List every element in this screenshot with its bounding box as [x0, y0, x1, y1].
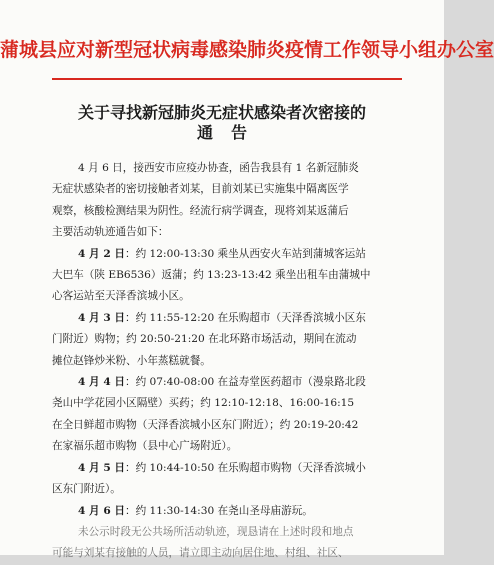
itinerary-text: ：约 12:00-13:30 乘坐从西安火车站到蒲城客运站	[125, 247, 366, 260]
closing-paragraph-line: 可能与刘某有接触的人员，请立即主动向居住地、村组、社区、	[52, 547, 349, 560]
itinerary-date: 4 月 5 日	[78, 461, 125, 474]
itinerary-date: 4 月 3 日	[78, 311, 125, 324]
itinerary-date: 4 月 2 日	[78, 247, 125, 260]
itinerary-entry-line	[52, 501, 412, 522]
itinerary-text: ：约 11:30-14:30 在尧山圣母庙游玩。	[125, 504, 313, 517]
itinerary-entry-line	[52, 308, 412, 329]
itinerary-text-line: 门附近）购物；约 20:50-21:20 在北环路市场活动，期间在流动	[52, 333, 357, 346]
body-paragraph-line: 4 月 6 日，接西安市应疫办协查，函告我县有 1 名新冠肺炎	[78, 162, 359, 174]
closing-paragraph-line: 未公示时段无公共场所活动轨迹，现恳请在上述时段和地点	[78, 525, 354, 538]
red-divider-line	[52, 78, 402, 80]
notice-title-line-2: 通告	[196, 123, 265, 142]
notice-body	[52, 158, 412, 565]
itinerary-date: 4 月 6 日	[78, 504, 125, 517]
notice-title-line-1: 关于寻找新冠肺炎无症状感染者次密接的	[77, 103, 366, 122]
itinerary-entry-line	[52, 458, 412, 479]
issuing-office-header: 蒲城县应对新型冠状病毒感染肺炎疫情工作领导小组办公室	[0, 39, 494, 61]
itinerary-text: ：约 10:44-10:50 在乐购超市购物（天泽香滨城小	[125, 461, 366, 474]
itinerary-text-line: 在全日鲜超市购物（天泽香滨城小区东门附近）；约 20:19-20:42	[52, 418, 359, 431]
itinerary-entry-line	[52, 244, 412, 265]
itinerary-text-line: 尧山中学花园小区隔壁）买药；约 12:10-12:18、16:00-16:15	[52, 397, 355, 410]
itinerary-text-line: 心客运站至天泽香滨城小区。	[52, 290, 190, 303]
itinerary-date: 4 月 4 日	[78, 376, 125, 389]
itinerary-text-line: 大巴车（陕 EB6536）返蒲；约 13:23-13:42 乘坐出租车由蒲城中	[52, 269, 371, 282]
itinerary-text-line: 在家福乐超市购物（县中心广场附近）。	[52, 440, 238, 453]
itinerary-text: ：约 07:40-08:00 在益寿堂医药超市（漫泉路北段	[125, 376, 366, 389]
itinerary-entry-line	[52, 372, 412, 393]
body-paragraph-line: 观察，核酸检测结果为阴性。经流行病学调查，现将刘某返蒲后	[52, 204, 349, 217]
itinerary-text-line: 摊位赵锋炒米粉、小年蒸糕就餐。	[52, 354, 211, 367]
body-paragraph-line: 无症状感染者的密切接触者刘某，目前刘某已实施集中隔离医学	[52, 183, 349, 196]
itinerary-text: ：约 11:55-12:20 在乐购超市（天泽香滨城小区东	[125, 311, 366, 324]
itinerary-text-line: 区东门附近）。	[52, 483, 121, 496]
body-paragraph-line: 主要活动轨迹通告如下：	[52, 226, 169, 239]
